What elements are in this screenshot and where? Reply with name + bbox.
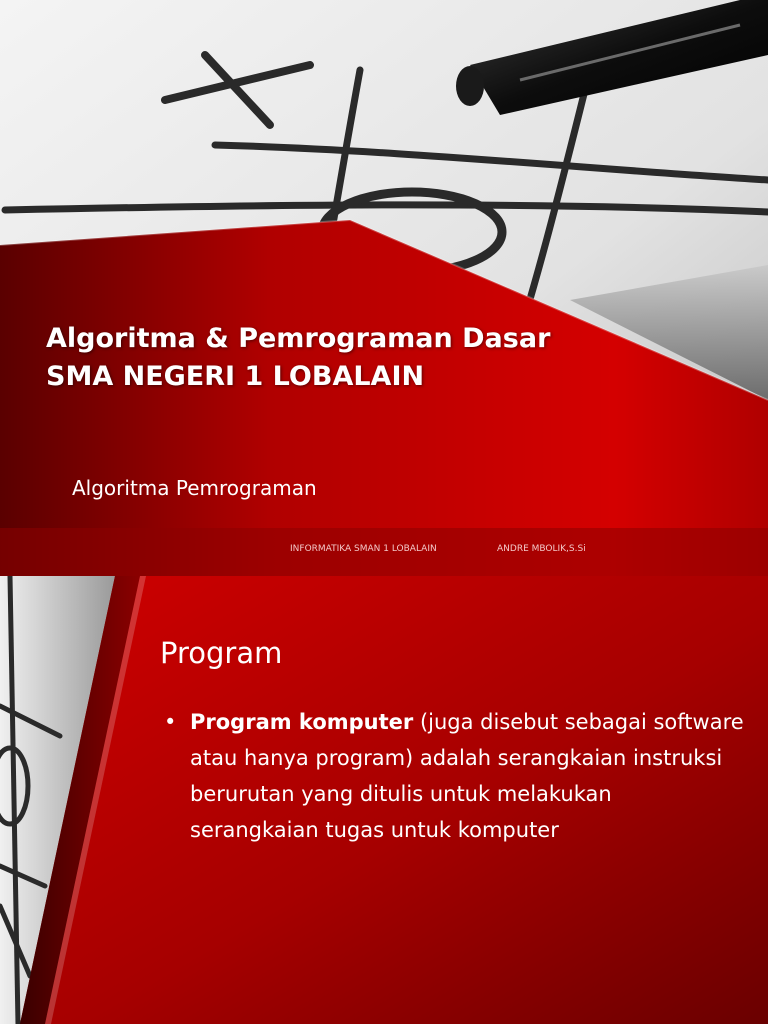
bullet-dot: • — [164, 710, 177, 734]
slide-heading: Program — [160, 636, 283, 670]
content-slide — [0, 576, 768, 1024]
title-line-2: SMA NEGERI 1 LOBALAIN — [46, 361, 425, 392]
bullet-text — [190, 704, 744, 848]
footer-school: INFORMATIKA SMAN 1 LOBALAIN — [290, 544, 437, 554]
footer-author: ANDRE MBOLIK,S.Si — [497, 544, 586, 554]
title-line-1: Algoritma & Pemrograman Dasar — [46, 323, 551, 354]
bullet-definition: (juga disebut sebagai software atau hanya program) adalah serangkaian instruksi berurutan yang ditulis untuk melakukan serangkaian tugas untuk komputer — [190, 710, 744, 842]
slide-subtitle: Algoritma Pemrograman — [72, 476, 317, 500]
bullet-item — [164, 704, 744, 848]
bullet-term: Program komputer — [190, 710, 414, 734]
slide-title — [46, 320, 550, 396]
